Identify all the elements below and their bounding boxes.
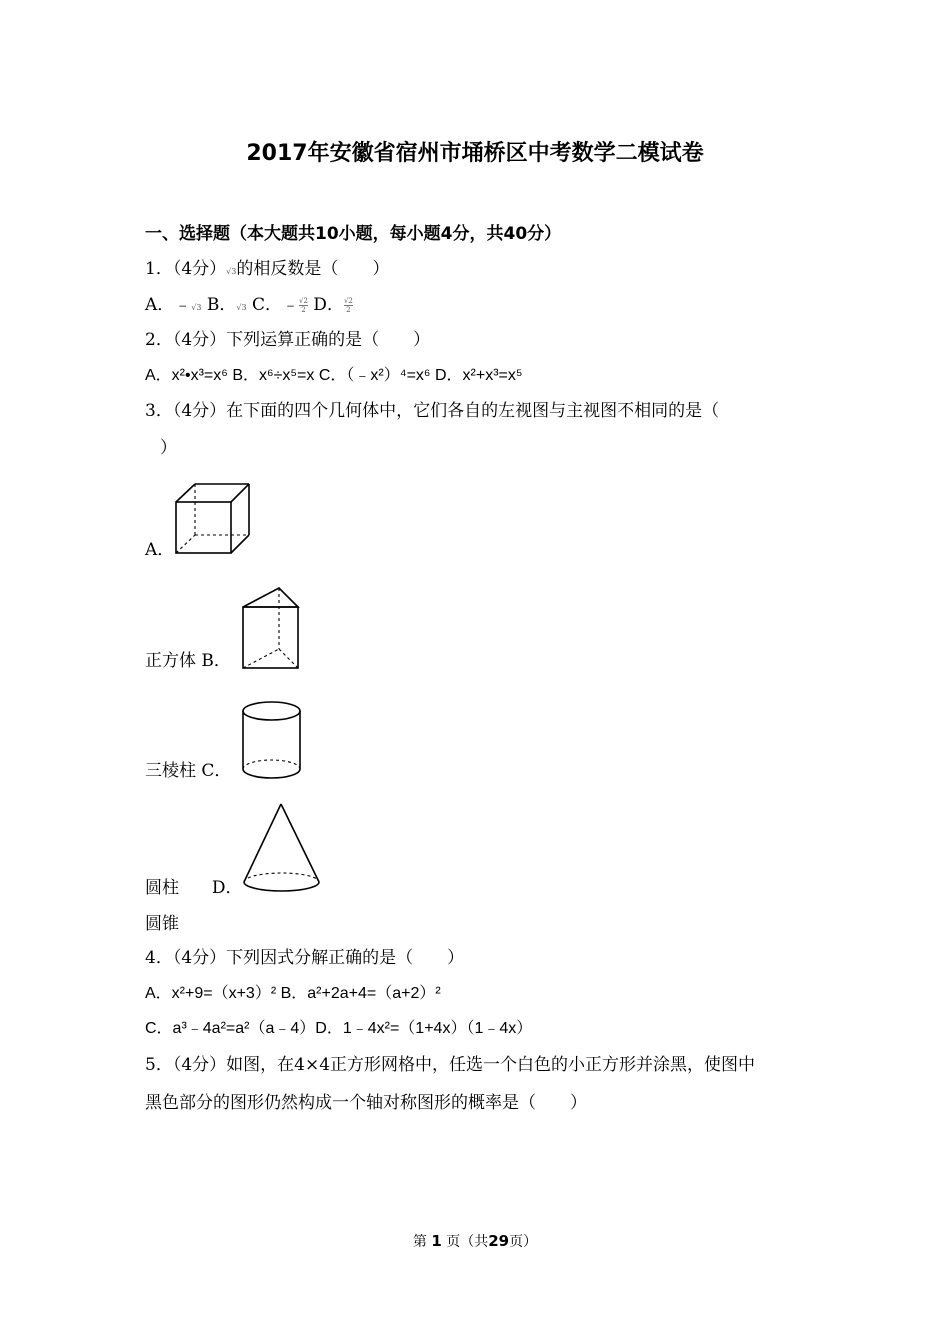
q3-option-d-name: 圆锥 [145,914,179,934]
q1-radical: √3 [226,267,237,276]
q2-option-b: B．x⁶÷x⁵=x [232,367,315,384]
q1-d-denominator: 2 [344,305,353,314]
q1-option-c-label: C．﹣ [246,295,299,315]
question-2-options [145,366,523,386]
question-2-stem: 2．（4分）下列运算正确的是（ ） [145,330,431,350]
q1-c-numerator: √2 [298,297,308,305]
q2-option-a: A．x²•x³=x⁶ [145,367,228,384]
q3-option-b-label: B． [201,651,231,671]
cube-figure [175,483,251,555]
footer-prefix: 第 [412,1234,427,1250]
question-5-stem-line1: 5．（4分）如图，在4×4正方形网格中，任选一个白色的小正方形并涂黑，使图中 [145,1055,756,1075]
q3-option-c-name: 圆柱 [145,878,179,898]
q2-option-d: D．x²+x³=x⁵ [434,367,523,384]
triangular-prism-figure [242,587,300,669]
section-heading: 一、选择题（本大题共10小题，每小题4分，共40分） [145,224,562,244]
q1-d-numerator: √2 [343,297,353,305]
q1-c-denominator: 2 [299,305,308,314]
footer-middle: 页（共 [446,1234,489,1250]
q1-option-a-value: √3 [191,303,202,312]
question-1-options [145,295,353,318]
page-title: 2017年安徽省宿州市埇桥区中考数学二模试卷 [246,141,704,166]
footer-page-number: 1 [431,1232,442,1250]
q3-option-a-label: A． [145,540,175,560]
question-4-options-ab: A．x²+9=（x+3）² B．a²+2a+4=（a+2）² [145,985,441,1002]
q3-option-c-label: C． [201,761,232,781]
footer-suffix: 页） [509,1234,538,1250]
question-3-stem-line2: ） [160,438,177,458]
q1-option-a-label: A．﹣ [145,295,192,315]
q3-option-a-name-and-b-label [145,651,231,671]
question-3-stem-line1: 3．（4分）在下面的四个几何体中，它们各自的左视图与主视图不相同的是（ [145,401,720,421]
question-1-stem [145,259,389,282]
q1-option-b-label: B． [201,295,237,315]
page-footer [0,1231,950,1251]
q3-option-b-name: 三棱柱 [145,761,196,781]
q1-option-c-fraction [299,297,308,314]
footer-total-pages: 29 [488,1232,510,1250]
cylinder-figure [242,701,302,781]
question-4-options-cd: C．a³﹣4a²=a²（a﹣4）D．1﹣4x²=（1+4x）（1﹣4x） [145,1020,533,1037]
q1-suffix: 的相反数是（ ） [236,259,390,279]
q1-option-b-value: √3 [236,303,247,312]
q3-option-a-name: 正方体 [145,651,196,671]
cone-figure [243,803,321,895]
question-4-stem: 4．（4分）下列因式分解正确的是（ ） [145,948,465,968]
q2-option-c: C．（﹣x²）⁴=x⁶ [318,367,431,384]
q1-option-d-fraction [344,297,353,314]
question-5-stem-line2: 黑色部分的图形仍然构成一个轴对称图形的概率是（ ） [145,1093,587,1113]
q3-option-b-name-and-c-label [145,761,231,781]
q3-option-c-name-and-d-label [145,878,242,898]
q1-option-d-label: D． [307,295,344,315]
q3-option-d-label: D． [211,878,243,898]
q1-prefix: 1．（4分） [145,259,227,279]
